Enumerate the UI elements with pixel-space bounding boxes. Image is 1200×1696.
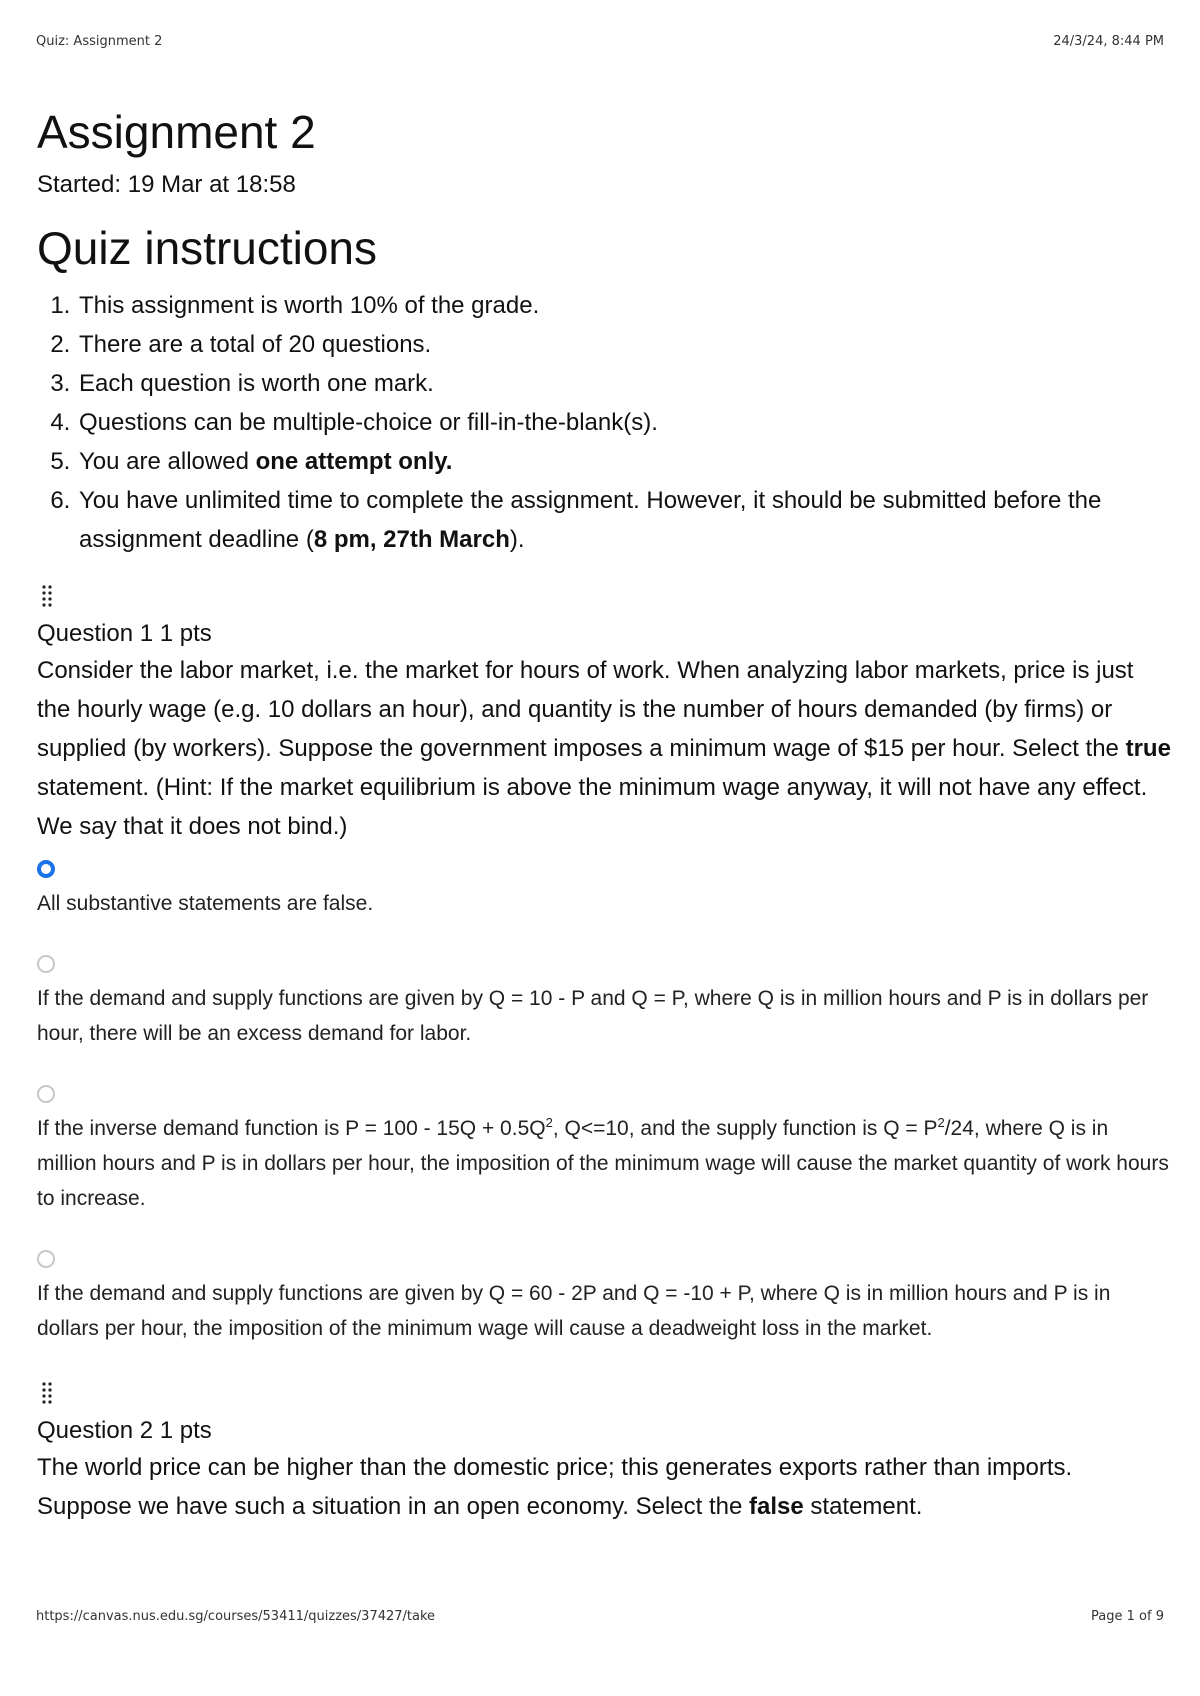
radio-unselected-icon[interactable] xyxy=(37,1085,55,1103)
drag-handle-icon[interactable] xyxy=(37,583,57,611)
instruction-item: 4. Questions can be multiple-choice or fill-in-the-blank(s). xyxy=(77,403,1172,442)
answer-option-1[interactable] xyxy=(37,860,1172,921)
radio-unselected-icon[interactable] xyxy=(37,1250,55,1268)
started-timestamp: Started: 19 Mar at 18:58 xyxy=(37,171,296,198)
answer-option-2[interactable] xyxy=(37,955,1172,1051)
instruction-item: 6. You have unlimited time to complete the assignment. However, it should be submitted before the assignment deadline (8 pm, 27th March). xyxy=(77,481,1172,559)
question-text: Consider the labor market, i.e. the market for hours of work. When analyzing labor markets, price is just the hourly wage (e.g. 10 dollars an hour), and quantity is the number of hours demanded (by firms) or supplied (by workers). Suppose the government imposes a minimum wage of $15 per hour. Select the true statement. (Hint: If the market equilibrium is above the minimum wage anyway, it will not have any effect. We say that it does not bind.) xyxy=(37,657,1171,840)
page-url: https://canvas.nus.edu.sg/courses/53411/quizzes/37427/take xyxy=(36,1609,436,1624)
instruction-item: 3. Each question is worth one mark. xyxy=(77,364,1172,403)
print-header-timestamp: 24/3/24, 8:44 PM xyxy=(1053,34,1164,49)
instruction-item: 1. This assignment is worth 10% of the grade. xyxy=(77,286,1172,325)
answer-list xyxy=(37,860,1172,1346)
radio-selected-icon[interactable] xyxy=(37,860,55,878)
answer-label: If the inverse demand function is $P = 100 - 15Q + 0.5Q^2$, Q<=10, and the supply function is $Q = P^2/24$, where Q is in million hours and P is in dollars per hour, the imposition of the minimum wage will cause the market quantity of work hours to increase. xyxy=(37,1115,1169,1210)
question-header: Question 2 1 pts xyxy=(37,1417,212,1444)
question-1 xyxy=(37,583,1172,1346)
answer-label: If the demand and supply functions are given by Q = 10 - P and Q = P, where Q is in million hours and P is in dollars per hour, there will be an excess demand for labor. xyxy=(37,987,1149,1045)
instruction-item: 5. You are allowed one attempt only. xyxy=(77,442,1172,481)
print-header xyxy=(36,34,1164,49)
drag-handle-icon[interactable] xyxy=(37,1380,57,1408)
page-number: Page 1 of 9 xyxy=(1091,1609,1164,1624)
quiz-content xyxy=(37,104,1172,1526)
page-title: Assignment 2 xyxy=(37,106,316,158)
answer-option-4[interactable] xyxy=(37,1250,1172,1346)
question-header: Question 1 1 pts xyxy=(37,620,212,647)
answer-label: All substantive statements are false. xyxy=(37,892,374,915)
answer-label: If the demand and supply functions are given by Q = 60 - 2P and Q = -10 + P, where Q is in million hours and P is in dollars per hour, the imposition of the minimum wage will cause a deadweight loss in the market. xyxy=(37,1282,1111,1340)
radio-unselected-icon[interactable] xyxy=(37,955,55,973)
answer-option-3[interactable] xyxy=(37,1085,1172,1216)
instructions-list xyxy=(37,286,1172,559)
instructions-heading: Quiz instructions xyxy=(37,222,378,274)
question-2 xyxy=(37,1380,1172,1526)
print-footer xyxy=(36,1609,1164,1624)
print-header-title: Quiz: Assignment 2 xyxy=(36,34,163,49)
question-text: The world price can be higher than the domestic price; this generates exports rather than imports. Suppose we have such a situation in an open economy. Select the false statement. xyxy=(37,1454,1073,1520)
instruction-item: 2. There are a total of 20 questions. xyxy=(77,325,1172,364)
